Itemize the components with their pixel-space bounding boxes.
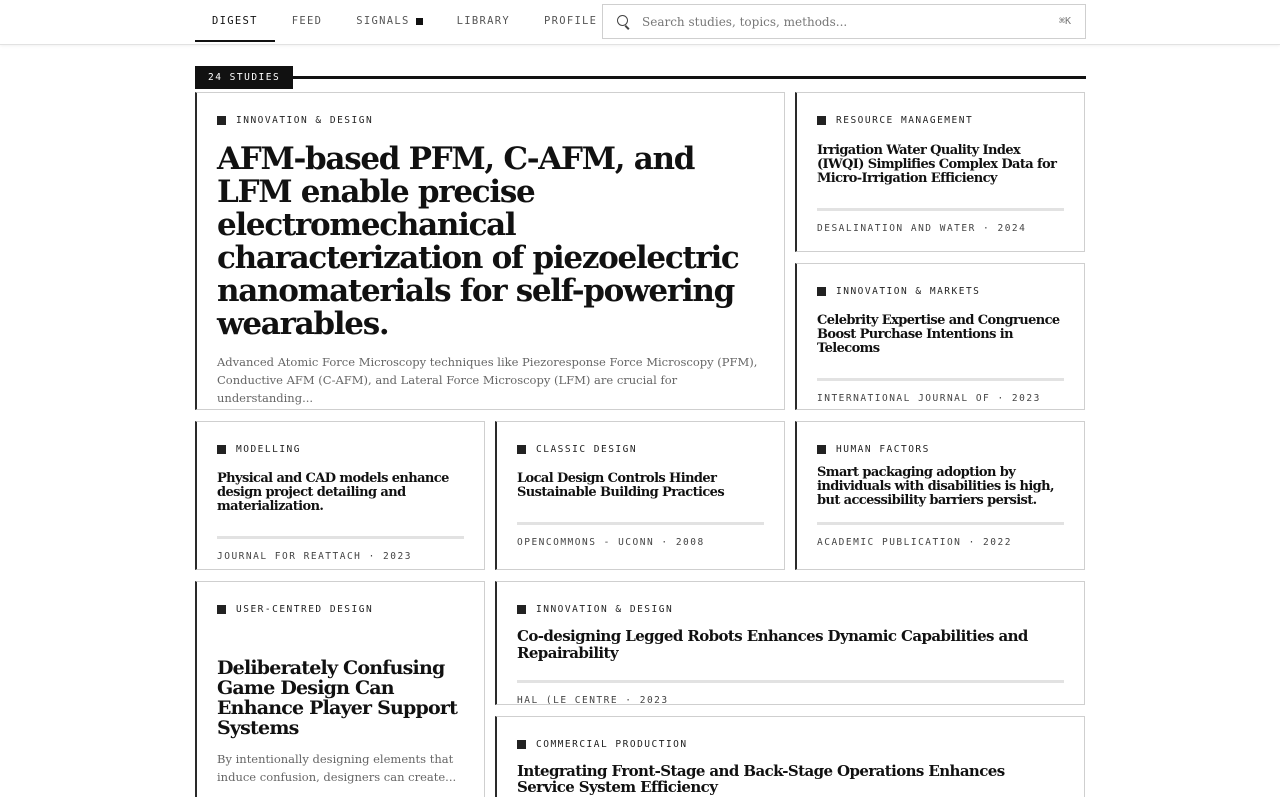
category-label: RESOURCE MANAGEMENT [836, 114, 974, 126]
category-label: INNOVATION & DESIGN [236, 114, 374, 126]
search-input[interactable] [642, 15, 1059, 29]
category-label: MODELLING [236, 443, 301, 455]
tab-library[interactable] [440, 0, 527, 42]
top-bar [0, 0, 1280, 45]
card-category [817, 442, 1064, 456]
card-meta: ACADEMIC PUBLICATION · 2022 [817, 537, 1012, 548]
card-category [217, 442, 464, 456]
tab-digest-label: DIGEST [212, 15, 258, 27]
category-square-icon [517, 445, 526, 454]
card-category [817, 113, 1064, 127]
card-meta: INTERNATIONAL JOURNAL OF · 2023 [817, 393, 1041, 404]
tab-signals[interactable] [339, 0, 439, 42]
category-label: COMMERCIAL PRODUCTION [536, 738, 688, 750]
study-card[interactable] [195, 581, 485, 797]
card-category [217, 602, 464, 616]
section-divider [281, 76, 1086, 79]
card-title[interactable]: Co-designing Legged Robots Enhances Dynamic Capabilities and Repairability [517, 627, 1028, 662]
category-square-icon [217, 605, 226, 614]
card-title[interactable]: AFM-based PFM, C-AFM, and LFM enable precise electromechanical characterization of piezoelectric nanomaterials for self-powering wearables. [217, 141, 739, 342]
category-square-icon [217, 116, 226, 125]
category-label: HUMAN FACTORS [836, 443, 930, 455]
card-abstract: Advanced Atomic Force Microscopy techniques like Piezoresponse Force Microscopy (PFM), Conductive AFM (C-AFM), and Lateral Force Microscopy (LFM) are crucial for understanding... [217, 355, 758, 405]
card-title[interactable]: Deliberately Confusing Game Design Can Enhance Player Support Systems [217, 657, 458, 739]
card-divider [817, 378, 1064, 381]
signals-indicator-icon [416, 18, 423, 25]
card-divider [817, 208, 1064, 211]
card-category [217, 113, 764, 127]
study-card[interactable] [795, 92, 1085, 252]
card-category [517, 602, 1064, 616]
card-category [517, 442, 764, 456]
category-square-icon [517, 740, 526, 749]
main-nav [195, 0, 614, 42]
card-meta: OPENCOMMONS - UCONN · 2008 [517, 537, 705, 548]
card-title[interactable]: Smart packaging adoption by individuals with disabilities is high, but accessibility barriers persist. [817, 465, 1054, 508]
card-title[interactable]: Celebrity Expertise and Congruence Boost Purchase Intentions in Telecoms [817, 313, 1060, 356]
category-square-icon [517, 605, 526, 614]
card-title[interactable]: Local Design Controls Hinder Sustainable Building Practices [517, 471, 725, 500]
tab-feed[interactable] [275, 0, 340, 42]
tab-library-label: LIBRARY [456, 15, 510, 27]
category-square-icon [217, 445, 226, 454]
category-square-icon [817, 445, 826, 454]
card-category [517, 737, 1064, 751]
study-card[interactable] [795, 263, 1085, 410]
card-meta: HAL (LE CENTRE · 2023 [517, 695, 669, 705]
card-title[interactable]: Physical and CAD models enhance design project detailing and materialization. [217, 471, 449, 514]
study-card[interactable] [495, 716, 1085, 797]
search-shortcut-hint: ⌘K [1058, 16, 1071, 27]
card-divider [217, 536, 464, 539]
study-card[interactable] [795, 421, 1085, 570]
card-divider [517, 522, 764, 525]
card-divider [517, 680, 1064, 683]
study-card[interactable] [495, 421, 785, 570]
category-label: INNOVATION & MARKETS [836, 285, 981, 297]
card-title[interactable]: Integrating Front-Stage and Back-Stage Operations Enhances Service System Efficiency [517, 762, 1005, 796]
tab-profile-label: PROFILE [543, 15, 598, 27]
category-label: CLASSIC DESIGN [536, 443, 638, 455]
card-abstract: By intentionally designing elements that induce confusion, designers can create... [217, 752, 457, 784]
card-divider [817, 522, 1064, 525]
category-square-icon [817, 287, 826, 296]
card-category [817, 284, 1064, 298]
study-card[interactable] [495, 581, 1085, 705]
study-card[interactable] [195, 421, 485, 570]
card-meta: DESALINATION AND WATER · 2024 [817, 223, 1027, 234]
tab-digest[interactable] [195, 0, 275, 42]
search-box[interactable] [602, 4, 1086, 39]
search-icon [617, 15, 631, 29]
tab-signals-label: SIGNALS [356, 15, 410, 27]
studies-count-badge: 24 STUDIES [195, 66, 293, 89]
card-meta: JOURNAL FOR REATTACH · 2023 [217, 551, 412, 562]
category-label: USER-CENTRED DESIGN [236, 603, 374, 615]
category-label: INNOVATION & DESIGN [536, 603, 674, 615]
tab-feed-label: FEED [291, 15, 323, 27]
card-title[interactable]: Irrigation Water Quality Index (IWQI) Simplifies Complex Data for Micro-Irrigation Efficiency [817, 143, 1057, 186]
study-card-featured[interactable] [195, 92, 785, 410]
category-square-icon [817, 116, 826, 125]
